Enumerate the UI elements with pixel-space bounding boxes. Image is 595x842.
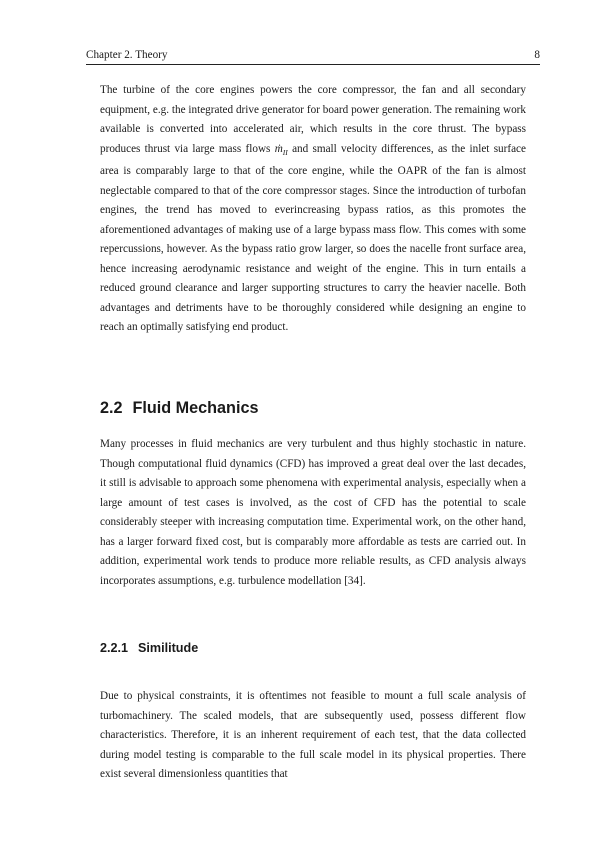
section-title: Fluid Mechanics [132,399,259,417]
mass-flow-symbol: ṁ$_{II}$ [274,142,288,157]
paragraph-text: The turbine of the core engines powers the core compressor, the fan and all secondary equipment, e.g. the integrated drive generator for board power generation. The remaining work available is converted into accelerated air, which results in the core thrust. The bypass produces thrust via large mass flows [100,84,526,155]
section-heading [100,399,258,418]
subsection-title: Similitude [138,641,199,655]
subsection-heading [100,641,198,655]
section-number: 2.2 [100,399,123,417]
paragraph-text: and small velocity differences, as the inlet surface area is comparably large to that of the core engine, while the OAPR of the fan is almost neglectable compared to that of the core compressor stages. Since the introduction of turbofan engines, the trend has moved to everincreasing bypass ratios, as this promotes the aforementioned advantages of making use of a large bypass mass flow. This comes with some repercussions, however. As the bypass ratio grow larger, so does the nacelle front surface area, hence increasing aerodynamic resistance and weight of the engine. This in turn entails a reduced ground clearance and larger supporting structures to carry the heavier nacelle. Both advantages and detriments have to be thoroughly considered while designing an engine to reach an optimally satisfying end product. [100,142,526,334]
page-number: 8 [534,49,540,61]
paragraph-similitude: Due to physical constraints, it is oftentimes not feasible to mount a full scale analysis of turbomachinery. The scaled models, that are subsequently used, possess different flow characteristics. Therefore, it is an inherent requirement of each test, that the data collected during model testing is comparable to the full scale model in its physical properties. There exist several dimensionless quantities that [100,690,526,780]
paragraph-fluid-mechanics: Many processes in fluid mechanics are very turbulent and thus highly stochastic in nature. Though computational fluid dynamics (CFD) has improved a great deal over the last decades, it still is advisable to approach some phenomena with experimental analysis, especially when a large amount of test cases is involved, as the cost of CFD has the potential to scale considerably steeper with increasing computation time. Experimental work, on the other hand, has a larger forward fixed cost, but is comparably more affordable as tests are carried out. In addition, experimental work tends to produce more reliable results, as CFD analysis always incorporates assumptions, e.g. turbulence modellation [34]. [100,438,526,587]
subsection-number: 2.2.1 [100,641,129,655]
running-header [86,49,540,65]
paragraph-turbine [100,81,526,338]
chapter-title: Chapter 2. Theory [86,49,168,61]
